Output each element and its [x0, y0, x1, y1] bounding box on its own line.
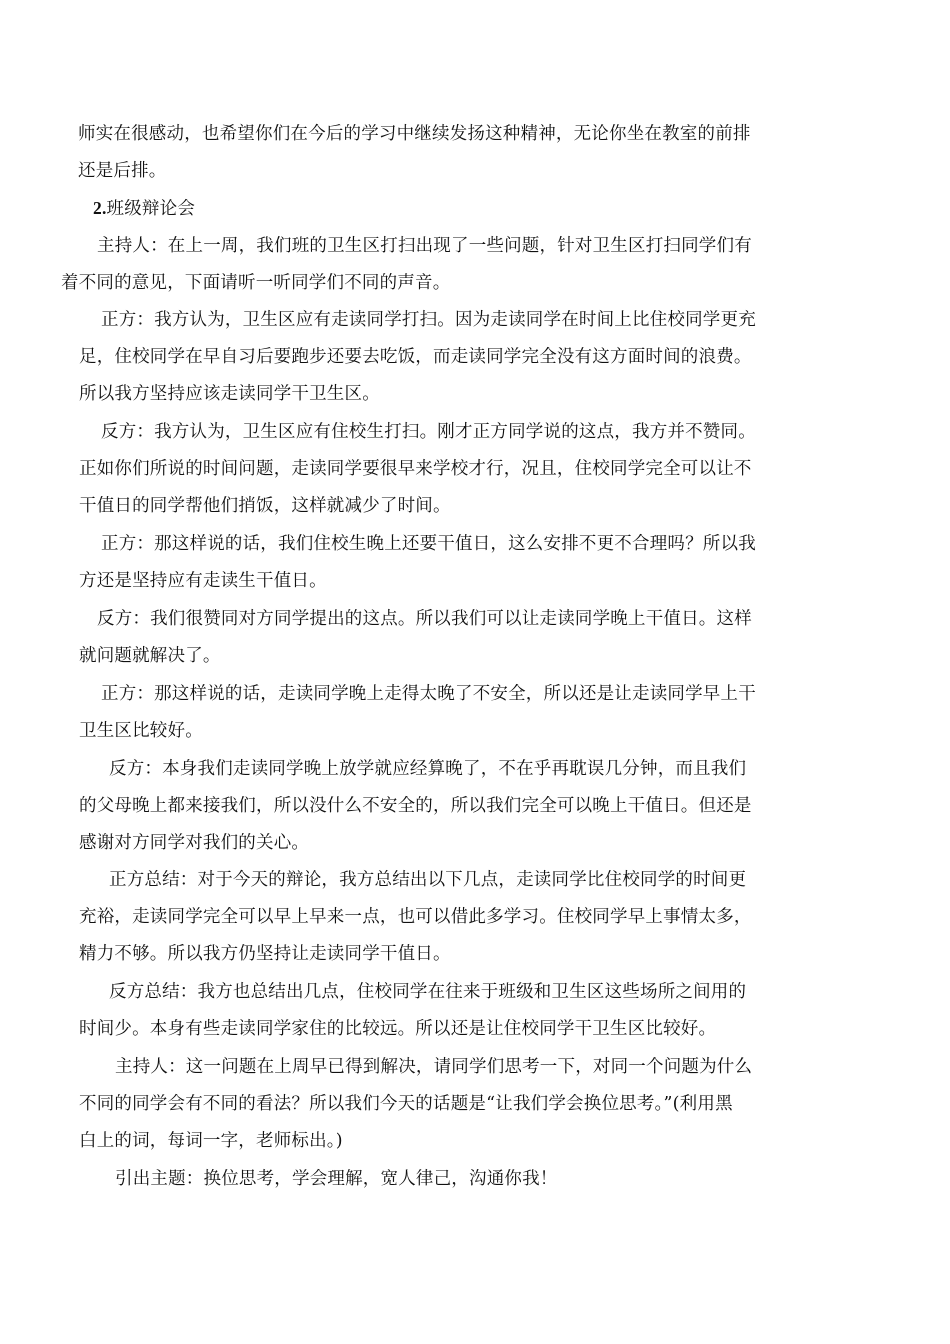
text-line: 反方：我方认为，卫生区应有住校生打扫。刚才正方同学说的这点，我方并不赞同。 [101, 422, 756, 442]
text-line: 正方：那这样说的话，走读同学晚上走得太晚了不安全，所以还是让走读同学早上干 [101, 684, 756, 704]
text-line: 足，住校同学在早自习后要跑步还要去吃饭，而走读同学完全没有这方面时间的浪费。 [79, 347, 752, 367]
text-line: 主持人：这一问题在上周早已得到解决，请同学们思考一下，对同一个问题为什么 [115, 1057, 753, 1077]
text-line: 就问题就解决了。 [79, 646, 221, 666]
paragraph-intro-continuation [78, 116, 751, 190]
text-line: 不同的同学会有不同的看法？所以我们今天的话题是“让我们学会换位思考。”(利用黑 [79, 1094, 733, 1114]
paragraph-affirmative-summary [79, 862, 752, 973]
text-line: 还是后排。 [78, 161, 167, 181]
text-line: 反方总结：我方也总结出几点，住校同学在往来于班级和卫生区这些场所之间用的 [109, 982, 747, 1002]
paragraph-host-opening [61, 228, 752, 302]
text-line: 正方：那这样说的话，我们住校生晚上还要干值日，这么安排不更不合理吗？所以我 [101, 534, 756, 554]
paragraph-negative-summary [79, 974, 746, 1048]
text-line: 精力不够。所以我方仍坚持让走读同学干值日。 [79, 944, 451, 964]
paragraph-negative-1 [79, 414, 756, 525]
text-line: 反方：本身我们走读同学晚上放学就应经算晚了，不在乎再耽误几分钟，而且我们 [109, 759, 747, 779]
paragraph-affirmative-1 [79, 302, 756, 413]
text-line: 白上的词，每词一字，老师标出。) [79, 1131, 343, 1151]
text-line: 方还是坚持应有走读生干值日。 [79, 571, 327, 591]
text-line: 充裕，走读同学完全可以早上早来一点，也可以借此多学习。住校同学早上事情太多， [79, 907, 752, 927]
text-line: 时间少。本身有些走读同学家住的比较远。所以还是让住校同学干卫生区比较好。 [79, 1019, 717, 1039]
text-line: 所以我方坚持应该走读同学干卫生区。 [79, 384, 380, 404]
text-line: 着不同的意见，下面请听一听同学们不同的声音。 [61, 273, 451, 293]
paragraph-negative-2 [79, 601, 752, 675]
paragraph-theme [115, 1161, 558, 1198]
text-line: 卫生区比较好。 [79, 721, 203, 741]
text-line: 正方总结：对于今天的辩论，我方总结出以下几点，走读同学比住校同学的时间更 [109, 870, 747, 890]
section-title: 班级辩论会 [106, 199, 196, 219]
text-line: 反方：我们很赞同对方同学提出的这点。所以我们可以让走读同学晚上干值日。这样 [97, 609, 752, 629]
paragraph-negative-3 [79, 751, 752, 862]
text-line: 干值日的同学帮他们捎饭，这样就减少了时间。 [79, 496, 451, 516]
text-line: 的父母晚上都来接我们，所以没什么不安全的，所以我们完全可以晚上干值日。但还是 [79, 796, 752, 816]
text-line: 感谢对方同学对我们的关心。 [79, 833, 310, 853]
text-line: 正如你们所说的时间问题，走读同学要很早来学校才行，况且，住校同学完全可以让不 [79, 459, 752, 479]
paragraph-affirmative-2 [79, 526, 756, 600]
text-line: 主持人：在上一周，我们班的卫生区打扫出现了一些问题，针对卫生区打扫同学们有 [97, 236, 752, 256]
paragraph-host-closing [79, 1049, 752, 1160]
text-line: 师实在很感动，也希望你们在今后的学习中继续发扬这种精神，无论你坐在教室的前排 [78, 124, 751, 144]
text-line: 引出主题：换位思考，学会理解，宽人律己，沟通你我！ [115, 1169, 558, 1189]
section-heading [93, 190, 195, 228]
text-line: 正方：我方认为，卫生区应有走读同学打扫。因为走读同学在时间上比住校同学更充 [101, 310, 756, 330]
paragraph-affirmative-3 [79, 676, 756, 750]
section-number: 2. [93, 198, 107, 218]
